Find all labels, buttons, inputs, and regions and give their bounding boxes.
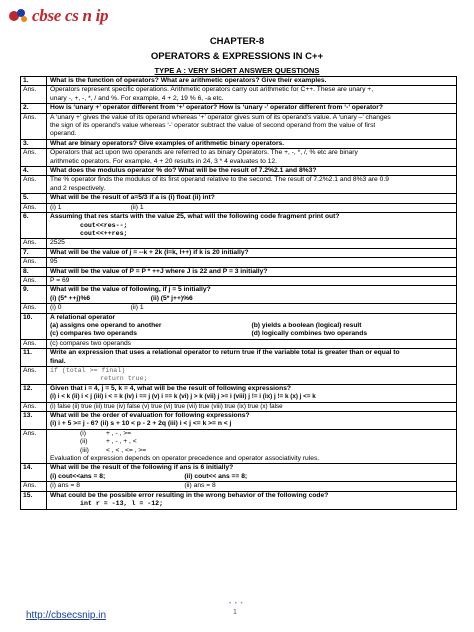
section-heading: TYPE A : VERY SHORT ANSWER QUESTIONS — [154, 66, 320, 75]
question-row: 2. How is ‘unary +’ operator different from ‘+’ operator? How is ‘unary -’ operator different from ‘-’ operator? — [21, 104, 457, 113]
answer-row: Ans. Operators represent specific operations. Arithmetic operators carry out arithmetic for C++. These are unary +, unary -, +, -, *, / and %. For example, 4 + 2, 19 % 6, -a etc. — [21, 86, 457, 104]
answer-row: Ans. if (total >= final) return true; — [21, 367, 457, 385]
answer-row: Ans. (i) 1 (ii) 1 — [21, 203, 457, 212]
question-row: 3. What are binary operators? Give examples of arithmetic binary operators. — [21, 139, 457, 148]
page-ornament-icon: • • • — [229, 601, 244, 607]
answer-row: Ans. The % operator finds the modulus of its first operand relative to the second. The result of 7.2%2.1 and 8%3 are 0.9 and 2 respectively. — [21, 176, 457, 194]
logo-mark-icon — [8, 7, 30, 25]
question-row: 15. What could be the possible error resulting in the wrong behavior of the following code? int r = -13, l = -12; — [21, 491, 457, 509]
questions-table — [20, 76, 457, 510]
question-row: 12. Given that i = 4, j = 5, k = 4, what will be the result of following expressions? (i) i < k (ii) i < j (iii) i < = k (iv) i == j (v) i == k (vi) j > k (vii) j >= i (viii) j != i (ix) j != k (x) j <= k — [21, 384, 457, 402]
chapter-heading: CHAPTER-8 — [209, 36, 265, 47]
answer-row: Ans. (i) 0 (ii) 1 — [21, 304, 457, 313]
site-logo — [8, 4, 108, 28]
answer-row: Ans. Operators that act upon two operands are referred to as binary Operators. The +, -, *, /, % etc are binary arithmetic operators. For example, 4 + 20 results in 24, 3 * 4 evaluates to 12. — [21, 149, 457, 167]
question-row: 1. What is the function of operators? What are arithmetic operators? Give their examples. — [21, 77, 457, 86]
question-row: 5. What will be the result of a=5/3 if a is (i) float (ii) int? — [21, 194, 457, 203]
answer-row: Ans. 2525 — [21, 239, 457, 248]
answer-row: Ans. (i) false (ii) true (iii) true (iv) false (v) true (vi) true (vii) true (viii) true (ix) true (x) false — [21, 402, 457, 411]
answer-row: Ans. 95 — [21, 258, 457, 267]
question-row: 9. What will be the value of following, if j = 5 initially? (i) (5* ++j)%6 (ii) (5* j++)%6 — [21, 286, 457, 304]
question-row: 4. What does the modulus operator % do? What will be the result of 7.2%2.1 and 8%3? — [21, 167, 457, 176]
page-number: 1 — [233, 609, 237, 616]
question-row: 8. What will be the value of P = P * ++J where J is 22 and P = 3 initially? — [21, 267, 457, 276]
logo-text: cbse cs n ip — [32, 6, 109, 25]
question-row: 6. Assuming that res starts with the value 25, what will the following code fragment print out? cout<<res--; cout<<++res; — [21, 213, 457, 239]
question-row: 13. What will be the order of evaluation for following expressions? (i) i + 5 >= j - 6? (ii) s + 10 < p - 2 + 2q (iii) i < j <= k >= n < j — [21, 412, 457, 430]
answer-row: Ans. P = 69 — [21, 276, 457, 285]
answer-row: Ans. (i) ans = 8 (ii) ans = 8 — [21, 482, 457, 491]
answer-row: Ans. A ‘unary +’ gives the value of its operand whereas ‘+’ operator gives sum of its operand’s value. A ‘unary –’ changes the sign of its operand’s value whereas ‘-’ operator subtract the value of second operand from the value of first operand. — [21, 113, 457, 139]
footer-link[interactable]: http://cbsecsnip.in — [26, 610, 107, 621]
question-row: 14. What will be the result of the following if ans is 6 initially? (i) cout<<ans = 8; (ii) cout<< ans == 8; — [21, 464, 457, 482]
answer-row: Ans. (i) + , - , >= (ii) + , - , + , < (iii) < , < , <= , >= Evaluation of expression depends on operator precedence and operator associativity rules. — [21, 429, 457, 464]
answer-row: Ans. (c) compares two operands — [21, 339, 457, 348]
page-title: OPERATORS & EXPRESSIONS IN C++ — [150, 51, 324, 62]
question-row: 7. What will be the value of j = --k + 2k (l=k, l++) if k is 20 initially? — [21, 248, 457, 257]
question-row: 11. Write an expression that uses a relational operator to return true if the variable total is greater than or equal to final. — [21, 349, 457, 367]
question-row: 10. A relational operator (a) assigns one operand to another (b) yields a boolean (logical) result (c) compares two operands (d) logically combines two operands — [21, 313, 457, 339]
